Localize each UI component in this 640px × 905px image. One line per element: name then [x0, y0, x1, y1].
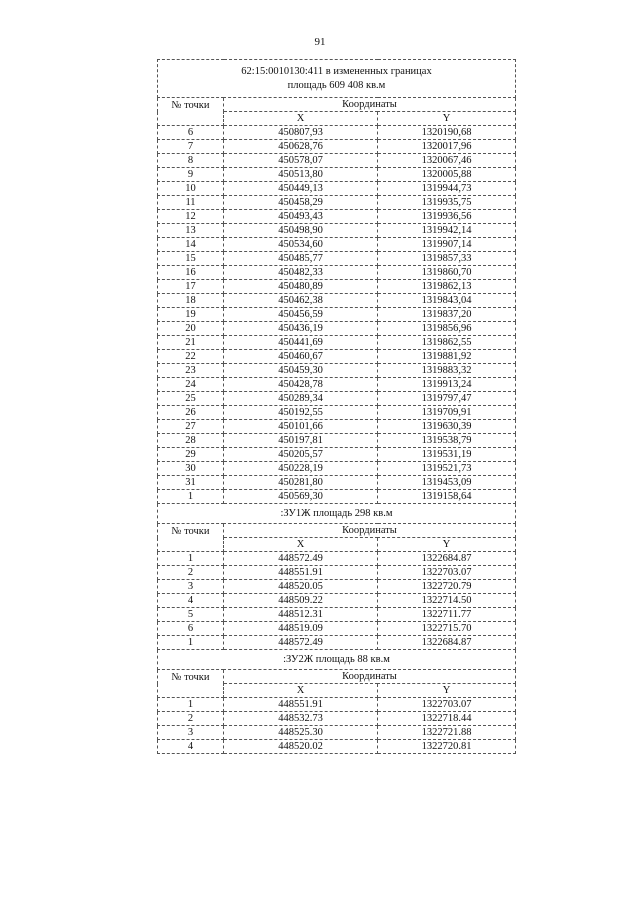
- table-row: [158, 252, 516, 266]
- table-row: [158, 406, 516, 420]
- point-number-cell: 2: [158, 712, 224, 726]
- x-coordinate-cell: 450807,93: [224, 126, 378, 140]
- point-number-cell: 27: [158, 420, 224, 434]
- y-coordinate-cell: 1319856,96: [378, 322, 516, 336]
- x-coordinate-cell: 450485,77: [224, 252, 378, 266]
- point-number-cell: 5: [158, 608, 224, 622]
- point-number-cell: 1: [158, 636, 224, 650]
- x-coordinate-cell: 450513,80: [224, 168, 378, 182]
- coordinates-table: [157, 59, 516, 754]
- x-coordinate-cell: 450628,76: [224, 140, 378, 154]
- x-coordinate-cell: 450449,13: [224, 182, 378, 196]
- x-coordinate-cell: 448551.91: [224, 698, 378, 712]
- y-coordinate-cell: 1322703.07: [378, 566, 516, 580]
- point-number-cell: 22: [158, 350, 224, 364]
- table-row: [158, 238, 516, 252]
- point-number-cell: 31: [158, 476, 224, 490]
- table-row: [158, 378, 516, 392]
- section-title-line: :ЗУ1Ж площадь 298 кв.м: [280, 508, 393, 519]
- y-coordinate-cell: 1319158,64: [378, 490, 516, 504]
- y-coordinate-cell: 1322684.87: [378, 552, 516, 566]
- x-coordinate-cell: 448572.49: [224, 636, 378, 650]
- x-coordinate-cell: 448572.49: [224, 552, 378, 566]
- y-coordinate-cell: 1322711.77: [378, 608, 516, 622]
- table-row: [158, 210, 516, 224]
- point-number-cell: 6: [158, 622, 224, 636]
- table-row: [158, 364, 516, 378]
- table-row: [158, 392, 516, 406]
- point-number-cell: 20: [158, 322, 224, 336]
- x-coordinate-cell: 450578,07: [224, 154, 378, 168]
- table-row: [158, 636, 516, 650]
- point-number-cell: 3: [158, 726, 224, 740]
- header-coordinates: Координаты: [224, 524, 516, 538]
- point-number-cell: 16: [158, 266, 224, 280]
- table-row: [158, 566, 516, 580]
- table-row: [158, 196, 516, 210]
- point-number-cell: 15: [158, 252, 224, 266]
- y-coordinate-cell: 1319843,04: [378, 294, 516, 308]
- header-point-number: № точки: [158, 98, 224, 126]
- x-coordinate-cell: 450197,81: [224, 434, 378, 448]
- point-number-cell: 10: [158, 182, 224, 196]
- x-coordinate-cell: 448551.91: [224, 566, 378, 580]
- point-number-cell: 28: [158, 434, 224, 448]
- y-coordinate-cell: 1319942,14: [378, 224, 516, 238]
- x-coordinate-cell: 450458,29: [224, 196, 378, 210]
- y-coordinate-cell: 1319860,70: [378, 266, 516, 280]
- x-coordinate-cell: 450459,30: [224, 364, 378, 378]
- x-coordinate-cell: 450569,30: [224, 490, 378, 504]
- table-row: [158, 168, 516, 182]
- point-number-cell: 29: [158, 448, 224, 462]
- point-number-cell: 9: [158, 168, 224, 182]
- section-title-line: :ЗУ2Ж площадь 88 кв.м: [283, 654, 390, 665]
- table-row: [158, 182, 516, 196]
- x-coordinate-cell: 450205,57: [224, 448, 378, 462]
- header-x: X: [224, 538, 378, 552]
- header-row: [158, 670, 516, 684]
- table-row: [158, 740, 516, 754]
- header-point-number: № точки: [158, 524, 224, 552]
- y-coordinate-cell: 1319881,92: [378, 350, 516, 364]
- x-coordinate-cell: 448525.30: [224, 726, 378, 740]
- y-coordinate-cell: 1319538,79: [378, 434, 516, 448]
- section-title-line: площадь 609 408 кв.м: [287, 79, 386, 91]
- table-row: [158, 126, 516, 140]
- header-y: Y: [378, 684, 516, 698]
- x-coordinate-cell: 450480,89: [224, 280, 378, 294]
- y-coordinate-cell: 1322684.87: [378, 636, 516, 650]
- table-row: [158, 594, 516, 608]
- x-coordinate-cell: 450534,60: [224, 238, 378, 252]
- table-row: [158, 476, 516, 490]
- section-title: [158, 60, 516, 98]
- header-point-number: № точки: [158, 670, 224, 698]
- x-coordinate-cell: 448520.05: [224, 580, 378, 594]
- y-coordinate-cell: 1319862,55: [378, 336, 516, 350]
- y-coordinate-cell: 1322715.70: [378, 622, 516, 636]
- table-row: [158, 712, 516, 726]
- x-coordinate-cell: 450460,67: [224, 350, 378, 364]
- y-coordinate-cell: 1322721.88: [378, 726, 516, 740]
- y-coordinate-cell: 1319797,47: [378, 392, 516, 406]
- y-coordinate-cell: 1320017,96: [378, 140, 516, 154]
- y-coordinate-cell: 1319453,09: [378, 476, 516, 490]
- section-title-row: [158, 504, 516, 524]
- y-coordinate-cell: 1319857,33: [378, 252, 516, 266]
- x-coordinate-cell: 448512.31: [224, 608, 378, 622]
- y-coordinate-cell: 1319883,32: [378, 364, 516, 378]
- point-number-cell: 3: [158, 580, 224, 594]
- y-coordinate-cell: 1319936,56: [378, 210, 516, 224]
- table-row: [158, 420, 516, 434]
- x-coordinate-cell: 450456,59: [224, 308, 378, 322]
- x-coordinate-cell: 448520.02: [224, 740, 378, 754]
- point-number-cell: 13: [158, 224, 224, 238]
- section-title: [158, 650, 516, 670]
- point-number-cell: 25: [158, 392, 224, 406]
- table-row: [158, 280, 516, 294]
- table-row: [158, 608, 516, 622]
- table-row: [158, 726, 516, 740]
- point-number-cell: 7: [158, 140, 224, 154]
- header-y: Y: [378, 112, 516, 126]
- point-number-cell: 17: [158, 280, 224, 294]
- point-number-cell: 2: [158, 566, 224, 580]
- y-coordinate-cell: 1322714.50: [378, 594, 516, 608]
- table-row: [158, 140, 516, 154]
- table-row: [158, 622, 516, 636]
- table-row: [158, 224, 516, 238]
- point-number-cell: 18: [158, 294, 224, 308]
- header-row: [158, 98, 516, 112]
- x-coordinate-cell: 450289,34: [224, 392, 378, 406]
- x-coordinate-cell: 450436,19: [224, 322, 378, 336]
- x-coordinate-cell: 448509.22: [224, 594, 378, 608]
- x-coordinate-cell: 450192,55: [224, 406, 378, 420]
- table-row: [158, 294, 516, 308]
- point-number-cell: 1: [158, 698, 224, 712]
- x-coordinate-cell: 450281,80: [224, 476, 378, 490]
- point-number-cell: 4: [158, 594, 224, 608]
- x-coordinate-cell: 450498,90: [224, 224, 378, 238]
- point-number-cell: 12: [158, 210, 224, 224]
- section-title: [158, 504, 516, 524]
- header-coordinates: Координаты: [224, 98, 516, 112]
- x-coordinate-cell: 450101,66: [224, 420, 378, 434]
- y-coordinate-cell: 1322718.44: [378, 712, 516, 726]
- point-number-cell: 1: [158, 490, 224, 504]
- y-coordinate-cell: 1322720.81: [378, 740, 516, 754]
- table-row: [158, 154, 516, 168]
- header-row: [158, 524, 516, 538]
- x-coordinate-cell: 450228,19: [224, 462, 378, 476]
- table-row: [158, 448, 516, 462]
- table-row: [158, 308, 516, 322]
- point-number-cell: 14: [158, 238, 224, 252]
- point-number-cell: 11: [158, 196, 224, 210]
- y-coordinate-cell: 1319709,91: [378, 406, 516, 420]
- y-coordinate-cell: 1319630,39: [378, 420, 516, 434]
- point-number-cell: 23: [158, 364, 224, 378]
- x-coordinate-cell: 448519.09: [224, 622, 378, 636]
- x-coordinate-cell: 448532.73: [224, 712, 378, 726]
- y-coordinate-cell: 1319944,73: [378, 182, 516, 196]
- section-title-line: 62:15:0010130:411 в измененных границах: [241, 65, 432, 77]
- y-coordinate-cell: 1319837,20: [378, 308, 516, 322]
- header-x: X: [224, 684, 378, 698]
- table-row: [158, 322, 516, 336]
- point-number-cell: 24: [158, 378, 224, 392]
- x-coordinate-cell: 450462,38: [224, 294, 378, 308]
- y-coordinate-cell: 1319913,24: [378, 378, 516, 392]
- y-coordinate-cell: 1319531,19: [378, 448, 516, 462]
- point-number-cell: 21: [158, 336, 224, 350]
- x-coordinate-cell: 450428,78: [224, 378, 378, 392]
- table-row: [158, 580, 516, 594]
- point-number-cell: 8: [158, 154, 224, 168]
- header-y: Y: [378, 538, 516, 552]
- x-coordinate-cell: 450482,33: [224, 266, 378, 280]
- section-title-row: [158, 60, 516, 98]
- y-coordinate-cell: 1319862,13: [378, 280, 516, 294]
- header-coordinates: Координаты: [224, 670, 516, 684]
- y-coordinate-cell: 1320190,68: [378, 126, 516, 140]
- x-coordinate-cell: 450493,43: [224, 210, 378, 224]
- table-row: [158, 552, 516, 566]
- y-coordinate-cell: 1320067,46: [378, 154, 516, 168]
- table-row: [158, 336, 516, 350]
- point-number-cell: 30: [158, 462, 224, 476]
- point-number-cell: 19: [158, 308, 224, 322]
- table-row: [158, 462, 516, 476]
- header-x: X: [224, 112, 378, 126]
- table-row: [158, 266, 516, 280]
- point-number-cell: 6: [158, 126, 224, 140]
- section-title-row: [158, 650, 516, 670]
- y-coordinate-cell: 1319521,73: [378, 462, 516, 476]
- x-coordinate-cell: 450441,69: [224, 336, 378, 350]
- y-coordinate-cell: 1322720.79: [378, 580, 516, 594]
- point-number-cell: 26: [158, 406, 224, 420]
- y-coordinate-cell: 1319935,75: [378, 196, 516, 210]
- y-coordinate-cell: 1322703.07: [378, 698, 516, 712]
- table-row: [158, 490, 516, 504]
- page-number: 91: [314, 36, 326, 48]
- point-number-cell: 1: [158, 552, 224, 566]
- y-coordinate-cell: 1319907,14: [378, 238, 516, 252]
- point-number-cell: 4: [158, 740, 224, 754]
- table-row: [158, 350, 516, 364]
- y-coordinate-cell: 1320005,88: [378, 168, 516, 182]
- table-row: [158, 698, 516, 712]
- table-row: [158, 434, 516, 448]
